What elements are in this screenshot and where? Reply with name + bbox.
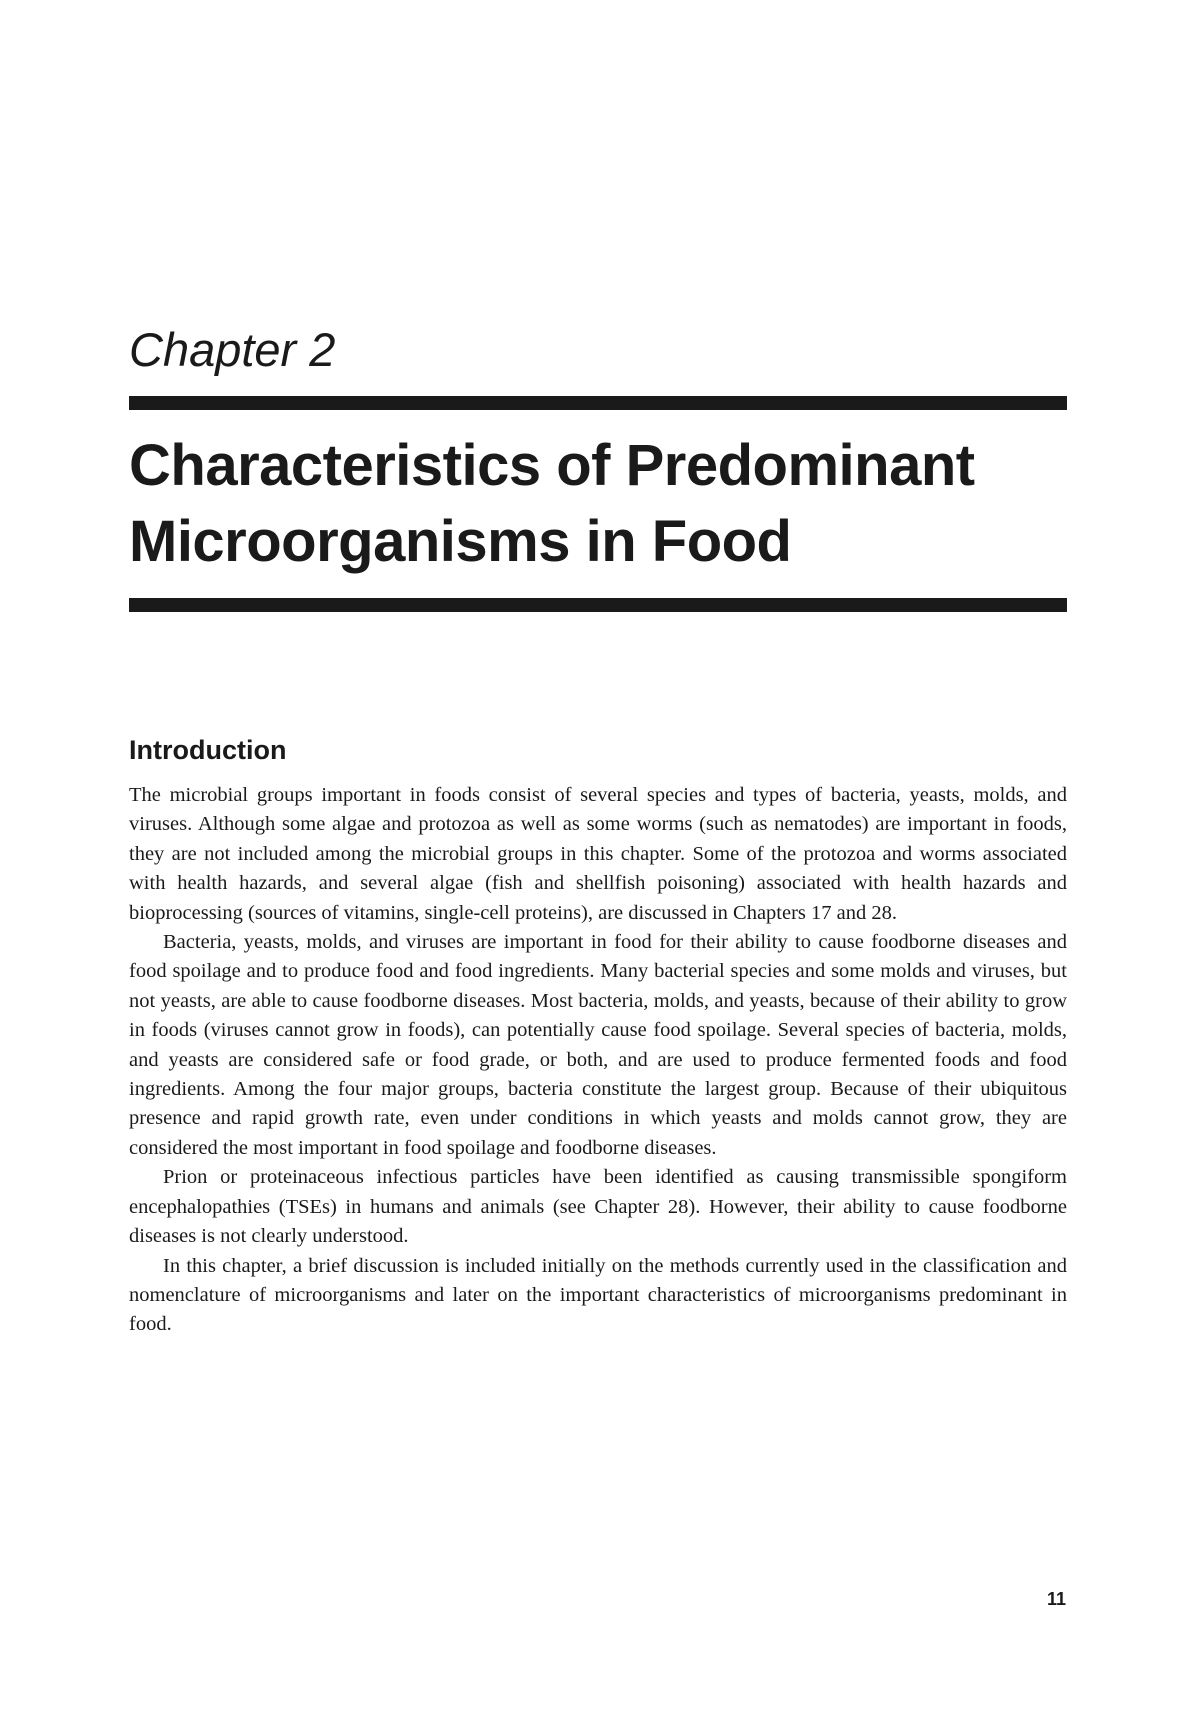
paragraph: Prion or proteinaceous infectious particles have been identified as causing transmissible spongiform encephalopathies (TSEs) in humans and animals (see Chapter 28). However, their ability to cause foodborne diseases is not clearly understood. <box>129 1166 1067 1248</box>
page-number: 11 <box>1046 1589 1066 1609</box>
chapter-title <box>129 428 1079 580</box>
body-text <box>129 781 1067 1340</box>
chapter-label: Chapter 2 <box>129 323 336 376</box>
paragraph: Bacteria, yeasts, molds, and viruses are important in food for their ability to cause foodborne diseases and food spoilage and to produce food and food ingredients. Many bacterial species and some molds and viruses, but not yeasts, are able to cause foodborne diseases. Most bacteria, molds, and yeasts, because of their ability to grow in foods (viruses cannot grow in foods), can potentially cause food spoilage. Several species of bacteria, molds, and yeasts are considered safe or food grade, or both, and are used to produce fermented foods and food ingredients. Among the four major groups, bacteria constitute the largest group. Because of their ubiquitous presence and rapid growth rate, even under conditions in which yeasts and molds cannot grow, they are considered the most important in food spoilage and foodborne diseases. <box>129 931 1067 1159</box>
paragraph: In this chapter, a brief discussion is included initially on the methods currently used in the classification and nomenclature of microorganisms and later on the important characteristics of microorganisms predominant in food. <box>129 1254 1067 1336</box>
title-rule-bottom <box>129 598 1067 612</box>
title-rule-top <box>129 396 1067 410</box>
paragraph: The microbial groups important in foods consist of several species and types of bacteria, yeasts, molds, and viruses. Although some algae and protozoa as well as some worms (such as nematodes) are important in foods, they are not included among the microbial groups in this chapter. Some of the protozoa and worms associated with health hazards, and several algae (fish and shellfish poisoning) associated with health hazards and bioprocessing (sources of vitamins, single-cell proteins), are discussed in Chapters 17 and 28. <box>129 784 1067 924</box>
section-heading: Introduction <box>129 735 287 765</box>
chapter-title-line-2: Microorganisms in Food <box>129 509 792 574</box>
chapter-title-line-1: Characteristics of Predominant <box>129 433 975 498</box>
